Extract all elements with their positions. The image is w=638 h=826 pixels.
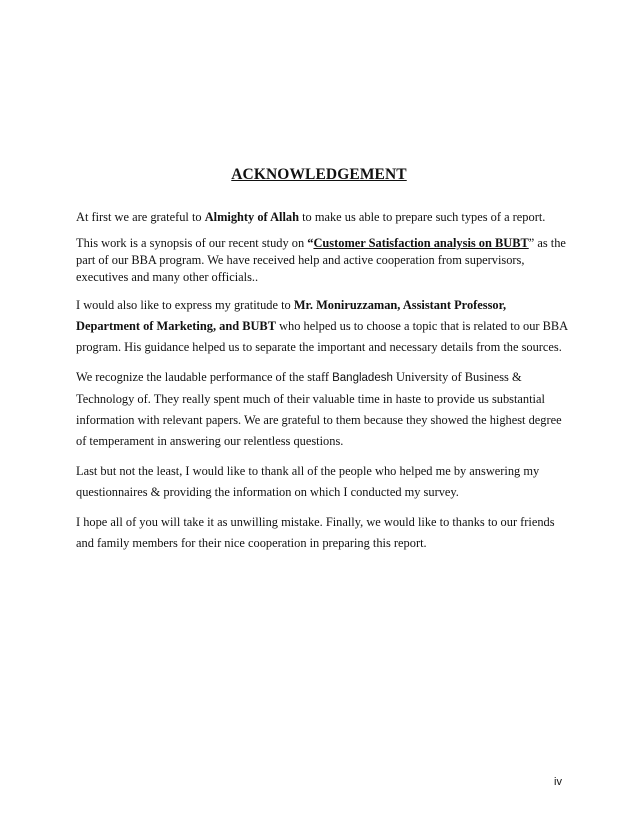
paragraph-4-sans: Bangladesh <box>332 372 393 384</box>
paragraph-5: Last but not the least, I would like to thank all of the people who helped me by answering my questionnaires & providing the information on which I conducted my survey. <box>76 464 540 499</box>
paragraph-4 <box>76 367 568 452</box>
page-title: ACKNOWLEDGEMENT <box>231 166 407 183</box>
paragraph-3-text-a: I would also like to express my gratitude to <box>76 298 294 312</box>
paragraph-2-quote-open: “ <box>307 236 314 250</box>
paragraph-2-text-c: ” as the part of our BBA program. We have received help and active cooperation from supervisors, executives and many other officials.. <box>76 236 566 284</box>
acknowledgement-body <box>76 208 568 563</box>
paragraph-1-text-c: to make us able to prepare such types of a report. <box>299 210 546 224</box>
paragraph-3-text-c: who helped us to choose a topic that is related to our BBA program. His guidance helped us to separate the important and necessary details from the sources. <box>76 319 568 354</box>
paragraph-2-text-a: This work is a synopsis of our recent study on <box>76 236 308 250</box>
paragraph-1-text-a: At first we are grateful to <box>76 210 205 224</box>
page-number: iv <box>554 776 562 788</box>
paragraph-4-text-c: University of Business & Technology of. They really spent much of their valuable time in haste to provide us substantial information with relevant papers. We are grateful to them because they showed the highest degree of temperament in answering our relentless questions. <box>76 370 562 448</box>
paragraph-1-bold: Almighty of Allah <box>204 210 300 224</box>
paragraph-2-study-title: Customer Satisfaction analysis on BUBT <box>313 236 529 250</box>
paragraph-3 <box>76 295 568 358</box>
paragraph-3-bold: Mr. Moniruzzaman, Assistant Professor, Department of Marketing, and BUBT <box>76 298 507 333</box>
paragraph-1 <box>76 208 568 226</box>
paragraph-6: I hope all of you will take it as unwilling mistake. Finally, we would like to thanks to our friends and family members for their nice cooperation in preparing this report. <box>76 515 555 550</box>
paragraph-4-text-a: We recognize the laudable performance of the staff <box>76 370 333 384</box>
paragraph-2 <box>76 235 568 286</box>
